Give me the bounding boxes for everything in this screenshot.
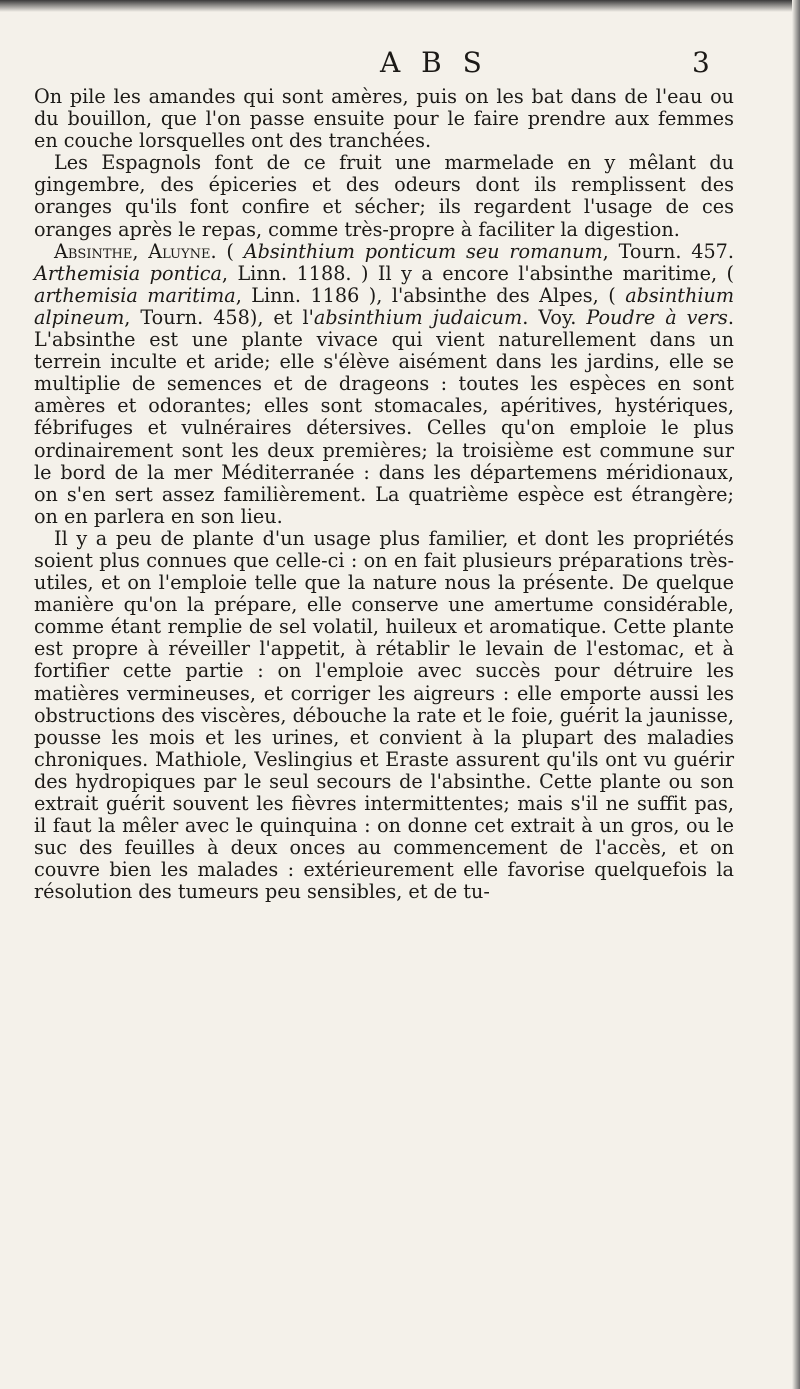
entry-text: . L'absinthe est une plante vivace qui vient naturellement dans un terrein inculte et aride; elle s'élève aisément dans les jardins, elle se multiplie de semences et de drageons : toutes les espèces en sont amères et odorantes; elles sont stomacales, apéritives, hystériques, fébrifuges et vulnéraires détersives. Celles qu'on emploie le plus ordinairement sont les deux premières; la troisième est commune sur le bord de la mer Méditerranée : dans les départemens méridionaux, on s'en sert assez familièrement. La quatrième espèce est étrangère; on en parlera en son lieu.	[34, 305, 734, 528]
entry-text: . Voy.	[522, 305, 587, 329]
entry-headword: Absinthe, Aluyne.	[54, 239, 217, 263]
page-binding-edge	[792, 0, 800, 1389]
page-top-shadow	[0, 0, 800, 12]
latin-name: absinthium alpineum	[34, 283, 735, 329]
latin-name: Absinthium ponticum seu romanum	[243, 239, 603, 263]
latin-name: arthemisia maritima	[34, 283, 236, 307]
paragraph-almonds: On pile les amandes qui sont amères, puis on les bat dans de l'eau ou du bouillon, que l'on passe ensuite pour le faire prendre aux femmes en couche lorsquelles ont des tranchées.	[34, 85, 734, 153]
paragraph-properties: Il y a peu de plante d'un usage plus familier, et dont les propriétés soient plus connues que celle-ci : on en fait plusieurs préparations très-utiles, et on l'emploie telle que la nature nous la présente. De quelque manière qu'on la prépare, elle conserve une amertume considérable, comme étant remplie de sel volatil, huileux et aromatique. Cette plante est propre à réveiller l'appetit, à rétablir le levain de l'estomac, et à fortifier cette partie : on l'emploie avec succès pour détruire les matières vermineuses, et corriger les aigreurs : elle emporte aussi les obstructions des viscères, débouche la rate et le foie, guérit la jaunisse, pousse les mois et les urines, et convient à la plupart des maladies chroniques. Mathiole, Veslingius et Eraste assurent qu'ils ont vu guérir des hydropiques par le seul secours de l'absinthe. Cette plante ou son extrait guérit souvent les fièvres intermittentes; mais s'il ne suffit pas, il faut la mêler avec le quinquina : on donne cet extrait à un gros, ou le suc des feuilles à deux onces au commencement de l'accès, et on couvre bien les malades : extérieurement elle favorise quelquefois la résolution des tumeurs peu sensibles, et de tu-	[34, 526, 734, 904]
running-head: A B S	[380, 46, 488, 79]
entry-absinthe	[34, 241, 734, 528]
page-number: 3	[692, 46, 710, 79]
entry-text: , Linn. 1186 ), l'absinthe des Alpes, (	[235, 283, 626, 307]
paragraph-spanish-marmalade: Les Espagnols font de ce fruit une marmelade en y mêlant du gingembre, des épiceries et des odeurs dont ils remplissent des oranges qu'ils font confire et sécher; ils regardent l'usage de ces oranges après le repas, comme très-propre à faciliter la digestion.	[34, 151, 734, 241]
latin-name: Arthemisia pontica	[34, 261, 222, 285]
latin-name: absinthium judaicum	[313, 305, 523, 329]
entry-text: , Tourn. 457.	[602, 239, 734, 263]
body-text	[34, 86, 734, 903]
entry-text: , Linn. 1188. ) Il y a encore l'absinthe maritime, (	[221, 261, 734, 285]
entry-text: (	[216, 239, 244, 263]
cross-reference: Poudre à vers	[586, 305, 728, 329]
entry-text: , Tourn. 458), et l'	[124, 305, 314, 329]
page-header	[0, 46, 800, 86]
